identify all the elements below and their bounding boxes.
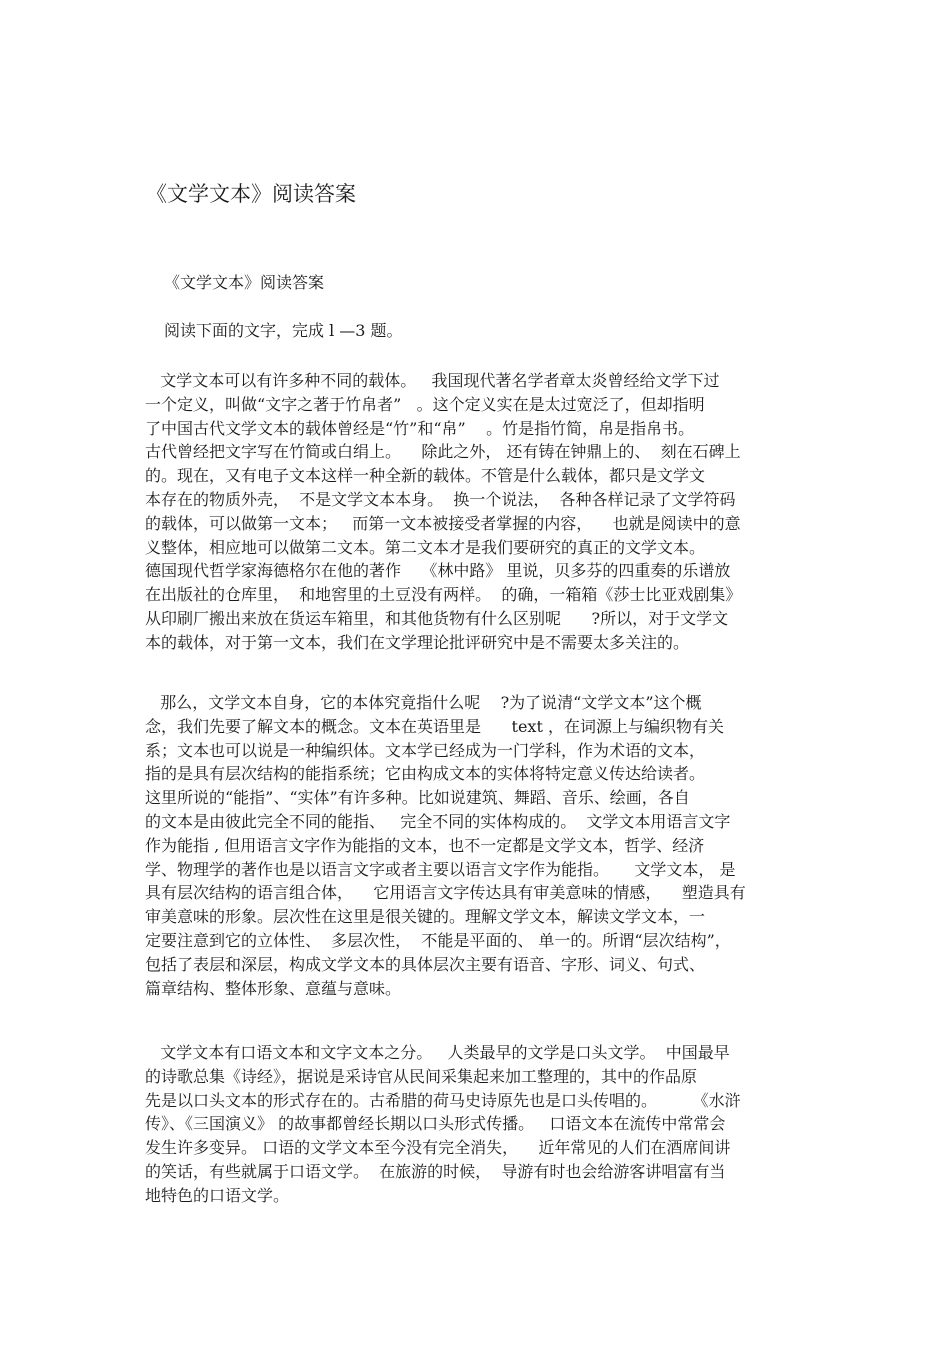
paragraph-line: 作为能指 , 但用语言文字作为能指的文本，也不一定都是文学文本，哲学、经济 — [145, 835, 705, 855]
paragraph-line: 先是以口头文本的形式存在的。古希腊的荷马史诗原先也是口头传唱的。 《水浒 — [145, 1090, 741, 1110]
paragraph-line: 在出版社的仓库里， 和地窖里的土豆没有两样。 的确，一箱箱《莎士比亚戏剧集》 — [145, 585, 742, 605]
paragraph-oral-text — [145, 1041, 815, 1208]
paragraph-line: 具有层次结构的语言组合体， 它用语言文字传达具有审美意味的情感， 塑造具有 — [145, 883, 746, 903]
paragraph-text-carrier — [145, 369, 815, 655]
paragraph-line: 的诗歌总集《诗经》，据说是采诗官从民间采集起来加工整理的，其中的作品原 — [145, 1066, 698, 1086]
paragraph-line: 的文本是由彼此完全不同的能指、 完全不同的实体构成的。 文学文本用语言文字 — [145, 811, 731, 831]
paragraph-line: 古代曾经把文字写在竹简或白绢上。 除此之外， 还有铸在钟鼎上的、 刻在石碑上 — [145, 442, 741, 462]
paragraph-line: 本的载体，对于第一文本，我们在文学理论批评研究中是不需要太多关注的。 — [145, 632, 690, 652]
paragraph-line: 那么，文学文本自身，它的本体究竟指什么呢 ?为了说清“文学文本”这个概 — [145, 693, 702, 712]
paragraph-line: 篇章结构、整体形象、意蕴与意味。 — [145, 978, 402, 998]
paragraph-line: 义整体，相应地可以做第二文本。第二文本才是我们要研究的真正的文学文本。 — [145, 537, 706, 557]
paragraph-line: 系；文本也可以说是一种编织体。文本学已经成为一门学科，作为术语的文本， — [145, 740, 706, 760]
paragraph-line: 地特色的口语文学。 — [145, 1185, 290, 1205]
paragraph-line: 念，我们先要了解文本的概念。文本在英语里是 text ，在词源上与编织物有关 — [145, 716, 724, 736]
paragraph-line: 指的是具有层次结构的能指系统；它由构成文本的实体将特定意义传达给读者。 — [145, 764, 706, 784]
paragraph-line: 了中国古代文学文本的载体曾经是“竹”和“帛” 。竹是指竹简，帛是指帛书。 — [145, 418, 695, 438]
paragraph-line: 一个定义，叫做“文字之著于竹帛者” 。这个定义实在是太过宽泛了，但却指明 — [145, 394, 705, 414]
paragraph-line: 的载体，可以做第一文本； 而第一文本被接受者掌握的内容， 也就是阅读中的意 — [145, 513, 741, 533]
paragraph-line: 的笑话，有些就属于口语文学。 在旅游的时候， 导游有时也会给游客讲唱富有当 — [145, 1161, 726, 1181]
paragraph-line: 发生许多变异。 口语的文学文本至今没有完全消失， 近年常见的人们在酒席间讲 — [145, 1138, 731, 1158]
document-title: 《文学文本》阅读答案 — [146, 182, 356, 206]
paragraph-line: 这里所说的“能指”、“实体”有许多种。比如说建筑、舞蹈、音乐、绘画，各自 — [145, 788, 690, 808]
paragraph-line: 从印刷厂搬出来放在货运车箱里，和其他货物有什么区别呢 ?所以，对于文学文 — [145, 608, 729, 628]
paragraph-line: 学、物理学的著作也是以语言文字或者主要以语言文字作为能指。 文学文本， 是 — [145, 859, 736, 879]
paragraph-text-ontology — [145, 691, 815, 1000]
paragraph-line: 本存在的物质外壳， 不是文学文本本身。 换一个说法， 各种各样记录了文学符码 — [145, 489, 736, 509]
paragraph-line: 传》、《三国演义》 的故事都曾经长期以口头形式传播。 口语文本在流传中常常会 — [145, 1114, 726, 1134]
paragraph-line: 包括了表层和深层，构成文学文本的具体层次主要有语音、字形、词义、句式、 — [145, 954, 706, 974]
paragraph-line: 定要注意到它的立体性、 多层次性， 不能是平面的、 单一的。所谓“层次结构”， — [145, 930, 731, 950]
paragraph-line: 的。现在，又有电子文本这样一种全新的载体。不管是什么载体，都只是文学文 — [145, 466, 706, 486]
paragraph-line: 德国现代哲学家海德格尔在他的著作 《林中路》 里说，贝多芬的四重奏的乐谱放 — [145, 561, 731, 581]
article-heading: 《文学文本》阅读答案 — [164, 273, 325, 292]
paragraph-line: 文学文本可以有许多种不同的载体。 我国现代著名学者章太炎曾经给文学下过 — [145, 371, 720, 390]
reading-instruction: 阅读下面的文字，完成 l —3 题。 — [164, 321, 403, 340]
paragraph-line: 文学文本有口语文本和文字文本之分。 人类最早的文学是口头文学。 中国最早 — [145, 1043, 730, 1062]
paragraph-line: 审美意味的形象。层次性在这里是很关键的。理解文学文本，解读文学文本，一 — [145, 907, 706, 927]
